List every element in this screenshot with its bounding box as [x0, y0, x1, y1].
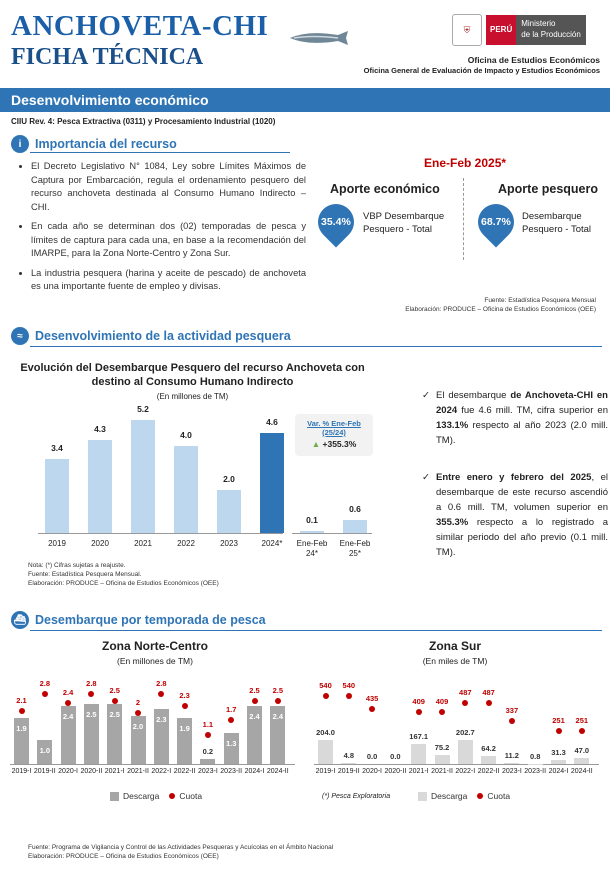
- divider: [30, 152, 290, 153]
- sur-legend: Descarga Cuota: [418, 791, 510, 801]
- ministry-logo: [452, 14, 586, 46]
- descarga-label: 2.4: [249, 712, 260, 722]
- cuota-label: 487: [482, 687, 495, 697]
- actividad-title: Desenvolvimiento de la actividad pesquera: [35, 329, 291, 343]
- ciiu-line: CIIU Rev. 4: Pesca Extractiva (0311) y Procesamiento Industrial (1020): [11, 117, 276, 126]
- temporada-elab: Elaboración: PRODUCE – Oficina de Estudios Económicos (OEE): [28, 853, 219, 860]
- cuota-label: 2.8: [39, 678, 51, 688]
- section-banner: Desenvolvimiento económico: [0, 88, 610, 112]
- season-x-label: 2023-I: [197, 768, 218, 775]
- season-x-label: 2020-II: [384, 768, 407, 775]
- legend-swatch-descarga: [418, 792, 427, 801]
- descarga-label: 1.3: [225, 738, 237, 748]
- cuota-label: 540: [342, 681, 356, 691]
- nc-title: Zona Norte-Centro: [102, 639, 208, 653]
- sur-title: Zona Sur: [428, 639, 481, 653]
- descarga-bar: [435, 755, 450, 764]
- importancia-header: [11, 135, 177, 153]
- cuota-dot: [509, 718, 515, 724]
- chart1-data-label: 4.3: [94, 423, 106, 434]
- descarga-label: 204.0: [316, 727, 335, 737]
- chart1-data-label: 2.0: [223, 473, 235, 484]
- season-x-label: 2022-I: [151, 768, 172, 775]
- chart1-x-label: Ene-Feb 24*: [296, 539, 328, 558]
- descarga-label: 2.5: [109, 710, 120, 719]
- descarga-bar: [574, 758, 589, 764]
- office-general-name: Oficina General de Evaluación de Impacto y Estudios Económicos: [363, 66, 600, 75]
- divider: [463, 178, 465, 260]
- chart1-x-label: 2023: [220, 539, 238, 548]
- cuota-dot: [182, 703, 188, 709]
- descarga-label: 75.2: [434, 742, 450, 752]
- cuota-dot: [135, 710, 141, 716]
- logo-ministry: Ministerio de la Producción: [516, 15, 586, 45]
- cuota-dot: [158, 691, 164, 697]
- descarga-label: 2.4: [272, 712, 284, 722]
- chart1-data-label: 4.0: [180, 430, 192, 441]
- cuota-label: 2.1: [16, 695, 27, 705]
- season-x-label: 2020-II: [80, 768, 103, 775]
- chart1-unit: (En millones de TM): [156, 392, 229, 401]
- fish-icon: ≈: [11, 327, 29, 345]
- aporte-period: Ene-Feb 2025*: [424, 156, 507, 170]
- descarga-label: 0.0: [390, 752, 401, 761]
- descarga-bar: [200, 759, 215, 764]
- season-x-label: 2022-II: [173, 768, 196, 775]
- temporada-title: Desembarque por temporada de pesca: [35, 613, 266, 627]
- season-x-label: 2023-II: [524, 768, 547, 775]
- cuota-dot: [228, 717, 234, 723]
- chart1-x-label: 2021: [134, 539, 152, 548]
- cuota-label: 2.8: [86, 678, 97, 688]
- importancia-title: Importancia del recurso: [35, 137, 177, 151]
- cuota-dot: [205, 732, 211, 738]
- up-triangle-icon: ▲: [311, 439, 321, 449]
- descarga-label: 2.5: [86, 710, 97, 719]
- aporte-pesq-title: Aporte pesquero: [498, 182, 599, 196]
- chart1-bar: [174, 446, 198, 533]
- cuota-dot: [486, 700, 492, 706]
- season-x-label: 2021-I: [408, 768, 429, 775]
- temporada-header: [11, 611, 266, 629]
- descarga-label: 1.9: [179, 724, 190, 734]
- descarga-bar: [458, 740, 473, 764]
- descarga-label: 47.0: [574, 746, 590, 756]
- descarga-label: 0.0: [366, 752, 378, 761]
- season-x-label: 2021-II: [127, 768, 149, 775]
- cuota-dot: [439, 709, 445, 715]
- season-x-label: 2019-I: [315, 768, 336, 775]
- text-bullet-2025: ✓ Entre enero y febrero del 2025, el desembarque de este recurso ascendió a 0.6 mill. TM, volumen superior en 355.3% respecto a lo registrado a similar periodo del año previo (0.1 mill. TM).: [422, 472, 608, 558]
- explo-note: (*) Pesca Exploratoria: [322, 793, 391, 800]
- cuota-dot: [88, 691, 94, 697]
- cuota-label: 251: [552, 715, 565, 725]
- cuota-label: 1.7: [225, 705, 237, 715]
- nc-unit: (En millones de TM): [117, 656, 193, 666]
- chart1-bar: [343, 520, 367, 533]
- season-x-label: 2021-I: [104, 768, 125, 775]
- season-x-label: 2019-II: [33, 768, 56, 775]
- season-x-label: 2020-I: [362, 768, 383, 775]
- chart1-bar: [88, 440, 112, 533]
- aporte-pesq-badge: 68.7%: [471, 197, 522, 248]
- coat-of-arms-icon: ⛨: [452, 14, 482, 46]
- legend-swatch-descarga: [110, 792, 119, 801]
- descarga-label: 2.0: [132, 722, 144, 731]
- descarga-label: 31.3: [551, 748, 566, 758]
- cuota-label: 2.5: [249, 686, 260, 695]
- cuota-label: 2.8: [156, 678, 167, 688]
- nc-chart: [8, 672, 300, 787]
- chart1-data-label: 0.6: [349, 504, 361, 514]
- cuota-dot: [112, 698, 118, 704]
- chart1-x-label: 2022: [177, 539, 195, 548]
- cuota-label: 409: [412, 696, 425, 706]
- season-x-label: 2021-II: [431, 768, 453, 775]
- cuota-label: 2.5: [109, 686, 120, 695]
- chart1-bar: [131, 420, 155, 533]
- descarga-bar: [481, 756, 496, 764]
- chart1-x-label: Ene-Feb 25*: [339, 539, 371, 558]
- descarga-bar: [341, 763, 356, 764]
- cuota-label: 409: [435, 696, 449, 706]
- descarga-label: 202.7: [455, 727, 475, 737]
- descarga-label: 2.3: [156, 714, 167, 724]
- descarga-bar: [504, 763, 519, 764]
- aporte-econ-title: Aporte económico: [330, 182, 440, 196]
- season-x-label: 2024-II: [266, 768, 289, 775]
- cuota-dot: [579, 728, 585, 734]
- page-title: ANCHOVETA-CHI: [11, 10, 269, 42]
- chart1-nota: Nota: (*) Cifras sujetas a reajuste.: [28, 562, 126, 569]
- cuota-dot: [369, 706, 375, 712]
- season-x-label: 2024-I: [244, 768, 265, 775]
- chart1-axis-2: [292, 533, 372, 534]
- descarga-label: 0.8: [529, 751, 541, 761]
- cuota-label: 540: [319, 681, 332, 691]
- descarga-bar: [318, 740, 333, 764]
- cuota-label: 2.4: [62, 688, 74, 698]
- season-x-label: 2023-II: [220, 768, 243, 775]
- cuota-dot: [416, 709, 422, 715]
- descarga-bar: [551, 760, 566, 764]
- var-value: +355.3%: [322, 439, 357, 449]
- sur-unit: (En miles de TM): [422, 656, 488, 666]
- season-x-label: 2022-I: [455, 768, 476, 775]
- descarga-label: 64.2: [481, 744, 496, 754]
- cuota-label: 435: [365, 693, 379, 703]
- chart1-x-label: 2019: [48, 539, 66, 548]
- page-subtitle: FICHA TÉCNICA: [11, 44, 204, 70]
- chart1-bar: [45, 459, 69, 533]
- chart1-fuente: Fuente: Estadística Pesquera Mensual.: [28, 571, 142, 578]
- descarga-label: 167.1: [409, 731, 429, 741]
- descarga-label: 11.2: [504, 750, 519, 760]
- chart1-bar: [260, 433, 284, 533]
- divider: [30, 630, 602, 631]
- season-x-label: 2022-II: [477, 768, 500, 775]
- aporte-fuente: Fuente: Estadística Pesquera Mensual: [484, 297, 596, 304]
- chart1-data-label: 3.4: [51, 443, 63, 454]
- chart1-x-label: 2024*: [261, 539, 283, 548]
- descarga-label: 1.9: [16, 724, 27, 734]
- chart1-title: Evolución del Desembarque Pesquero del recurso Anchoveta con destino al Consumo Humano Indirecto: [20, 362, 365, 388]
- var-sub: (25/24): [322, 428, 346, 437]
- chart1-data-label: 5.2: [137, 404, 149, 415]
- cuota-dot: [556, 728, 562, 734]
- nc-legend: Descarga Cuota: [110, 791, 202, 801]
- season-x-label: 2024-I: [548, 768, 569, 775]
- list-item: • En cada año se determinan dos (02) temporadas de pesca y límites de captura para cada una, en base a la recomendación del IMARPE, para la Zona Norte-Centro y Zona Sur.: [31, 220, 306, 261]
- temporada-fuente: Fuente: Programa de Vigilancia y Control de las Actividades Pesqueras y Acuícolas en el Ámbito Nacional: [28, 844, 334, 851]
- chart1-bar: [217, 490, 241, 533]
- descarga-label: 2.4: [62, 712, 74, 722]
- aporte-elab: Elaboración: PRODUCE – Oficina de Estudios Económicos (OEE): [405, 306, 596, 313]
- logo-peru: PERÚ: [486, 15, 516, 45]
- cuota-dot: [462, 700, 468, 706]
- descarga-label: 4.8: [343, 751, 355, 761]
- boat-icon: ⛴: [11, 611, 29, 629]
- chart1-bar: [300, 531, 324, 533]
- sur-chart: [312, 672, 604, 787]
- descarga-bar: [411, 744, 426, 764]
- chart1-data-label: 0.1: [306, 514, 318, 525]
- actividad-header: [11, 327, 291, 345]
- chart1-data-label: 4.6: [266, 417, 278, 428]
- cuota-label: 337: [505, 705, 519, 715]
- season-x-label: 2019-I: [11, 768, 32, 775]
- office-name: Oficina de Estudios Económicos: [467, 55, 600, 65]
- cuota-label: 2: [135, 698, 141, 707]
- cuota-label: 1.1: [202, 719, 214, 729]
- descarga-bar: [224, 733, 239, 764]
- cuota-label: 2.5: [272, 686, 284, 695]
- aporte-econ-badge: 35.4%: [311, 197, 362, 248]
- cuota-label: 2.3: [179, 690, 190, 700]
- season-x-label: 2020-I: [58, 768, 79, 775]
- cuota-dot: [323, 693, 329, 699]
- var-title: Var. % Ene-Feb: [307, 419, 361, 428]
- cuota-dot: [275, 698, 281, 704]
- text-bullet-2024: ✓ El desembarque de Anchoveta-CHI en 2024 fue 4.6 mill. TM, cifra superior en 133.1% respecto al año 2023 (2.0 mill. TM).: [422, 390, 608, 446]
- aporte-econ-label: VBP Desembarque Pesquero - Total: [363, 211, 445, 235]
- cuota-dot: [19, 708, 25, 714]
- divider: [30, 346, 602, 347]
- season-x-label: 2024-II: [570, 768, 593, 775]
- anchovy-fish-icon: [288, 28, 358, 48]
- cuota-dot: [42, 691, 48, 697]
- aporte-pesq-label: Desembarque Pesquero - Total: [522, 211, 592, 235]
- importancia-list: [17, 160, 306, 300]
- chart1-elab: Elaboración: PRODUCE – Oficina de Estudios Económicos (OEE): [28, 580, 219, 587]
- chart1-x-label: 2020: [91, 539, 109, 548]
- var-box: [295, 414, 373, 456]
- check-icon: ✓: [422, 472, 430, 483]
- cuota-label: 487: [459, 687, 472, 697]
- cuota-dot: [252, 698, 258, 704]
- chart1-axis: [38, 533, 283, 534]
- season-axis: [314, 764, 599, 765]
- season-x-label: 2023-I: [501, 768, 522, 775]
- cuota-dot: [346, 693, 352, 699]
- info-icon: i: [11, 135, 29, 153]
- cuota-label: 251: [575, 715, 589, 725]
- check-icon: ✓: [422, 390, 430, 401]
- season-axis: [10, 764, 295, 765]
- descarga-label: 1.0: [39, 746, 51, 755]
- list-item: • El Decreto Legislativo N° 1084, Ley sobre Límites Máximos de Captura por Embarcación, regula el ordenamiento pesquero del recurso anchoveta destinada al Consumo Humano Indirecto – CHI.: [31, 160, 306, 214]
- descarga-label: 0.2: [202, 747, 214, 757]
- legend-swatch-cuota: [477, 793, 483, 799]
- legend-swatch-cuota: [169, 793, 175, 799]
- list-item: • La industria pesquera (harina y aceite de pescado) de anchoveta es una importante fuente de empleo y divisas.: [31, 267, 306, 294]
- season-x-label: 2019-II: [337, 768, 360, 775]
